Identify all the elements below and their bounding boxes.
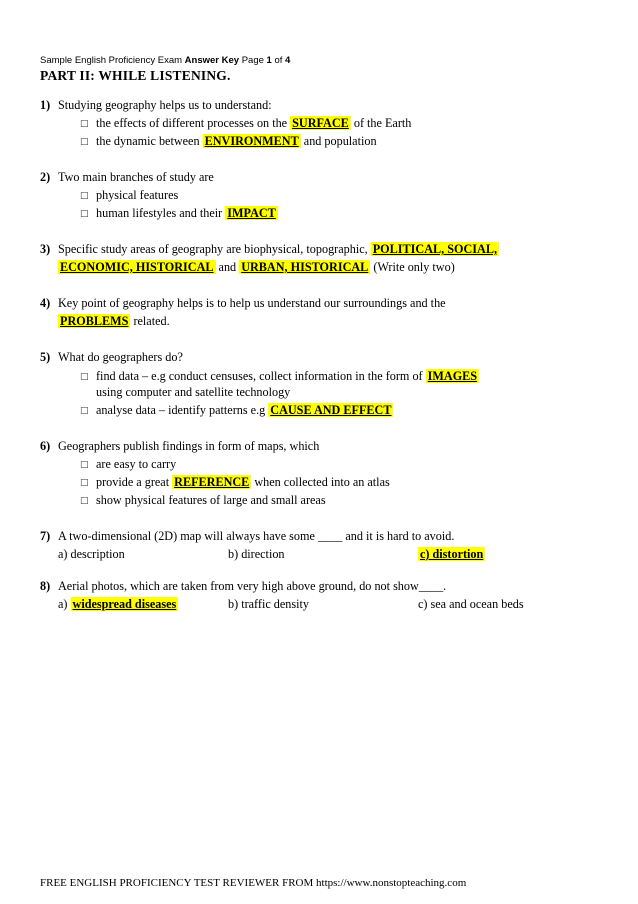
question-6: 6) Geographers publish findings in form of maps, which <box>40 439 320 453</box>
page-footer: FREE ENGLISH PROFICIENCY TEST REVIEWER FROM https://www.nonstopteaching.com <box>40 877 467 889</box>
checkbox-icon: □ <box>80 372 89 382</box>
answer: widespread diseases <box>72 597 177 611</box>
q2-bullet-2: □ human lifestyles and their IMPACT <box>80 204 278 223</box>
checkbox-icon: □ <box>80 119 89 129</box>
checkbox-icon: □ <box>80 460 89 470</box>
q8-option-a: a) widespread diseases <box>58 597 177 611</box>
q5-bullet-1-continuation: using computer and satellite technology <box>96 385 291 399</box>
checkbox-icon: □ <box>80 478 89 488</box>
answer: SURFACE <box>292 116 349 130</box>
question-3: 3) Specific study areas of geography are biophysical, topographic, POLITICAL, SOCIAL, <box>40 242 497 256</box>
answer: REFERENCE <box>174 475 250 489</box>
checkbox-icon: □ <box>80 191 89 201</box>
q7-option-a: a) description <box>58 547 125 561</box>
answer: ECONOMIC, HISTORICAL <box>60 260 214 274</box>
checkbox-icon: □ <box>80 406 89 416</box>
q4-continuation: PROBLEMS related. <box>60 314 170 328</box>
q8-option-b: b) traffic density <box>228 597 309 611</box>
page-header: Sample English Proficiency Exam Answer Key Page 1 of 4 <box>40 55 291 66</box>
q7-option-c <box>418 545 485 563</box>
q3-continuation: ECONOMIC, HISTORICAL and URBAN, HISTORICAL (Write only two) <box>60 260 455 274</box>
q1-bullet-2: □ the dynamic between ENVIRONMENT and population <box>80 132 377 151</box>
question-2: 2) Two main branches of study are <box>40 170 214 184</box>
answer: ENVIRONMENT <box>204 134 299 148</box>
part-title: PART II: WHILE LISTENING. <box>40 68 231 83</box>
question-7: 7) A two-dimensional (2D) map will always have some ____ and it is hard to avoid. <box>40 529 455 543</box>
answer: IMAGES <box>427 369 478 383</box>
q7-option-b: b) direction <box>228 547 285 561</box>
q8-option-c: c) sea and ocean beds <box>418 597 524 611</box>
q5-bullet-1: □ find data – e.g conduct censuses, collect information in the form of IMAGES <box>80 367 479 386</box>
checkbox-icon: □ <box>80 496 89 506</box>
answer: c) distortion <box>420 547 484 561</box>
answer: CAUSE AND EFFECT <box>270 403 392 417</box>
q2-bullet-1: □ physical features <box>80 186 178 205</box>
question-8: 8) Aerial photos, which are taken from very high above ground, do not show____. <box>40 579 447 593</box>
q1-bullet-1: □ the effects of different processes on the SURFACE of the Earth <box>80 114 411 133</box>
q6-bullet-1: □ are easy to carry <box>80 455 176 474</box>
q6-bullet-3: □ show physical features of large and small areas <box>80 491 326 510</box>
answer: URBAN, HISTORICAL <box>241 260 369 274</box>
checkbox-icon: □ <box>80 209 89 219</box>
answer: IMPACT <box>227 206 276 220</box>
question-1: 1) Studying geography helps us to understand: <box>40 98 272 112</box>
answer: PROBLEMS <box>60 314 129 328</box>
q6-bullet-2: □ provide a great REFERENCE when collected into an atlas <box>80 473 390 492</box>
question-5: 5) What do geographers do? <box>40 350 183 364</box>
checkbox-icon: □ <box>80 137 89 147</box>
q5-bullet-2: □ analyse data – identify patterns e.g CAUSE AND EFFECT <box>80 401 393 420</box>
question-4: 4) Key point of geography helps is to help us understand our surroundings and the <box>40 296 446 310</box>
answer: POLITICAL, SOCIAL, <box>372 242 497 256</box>
